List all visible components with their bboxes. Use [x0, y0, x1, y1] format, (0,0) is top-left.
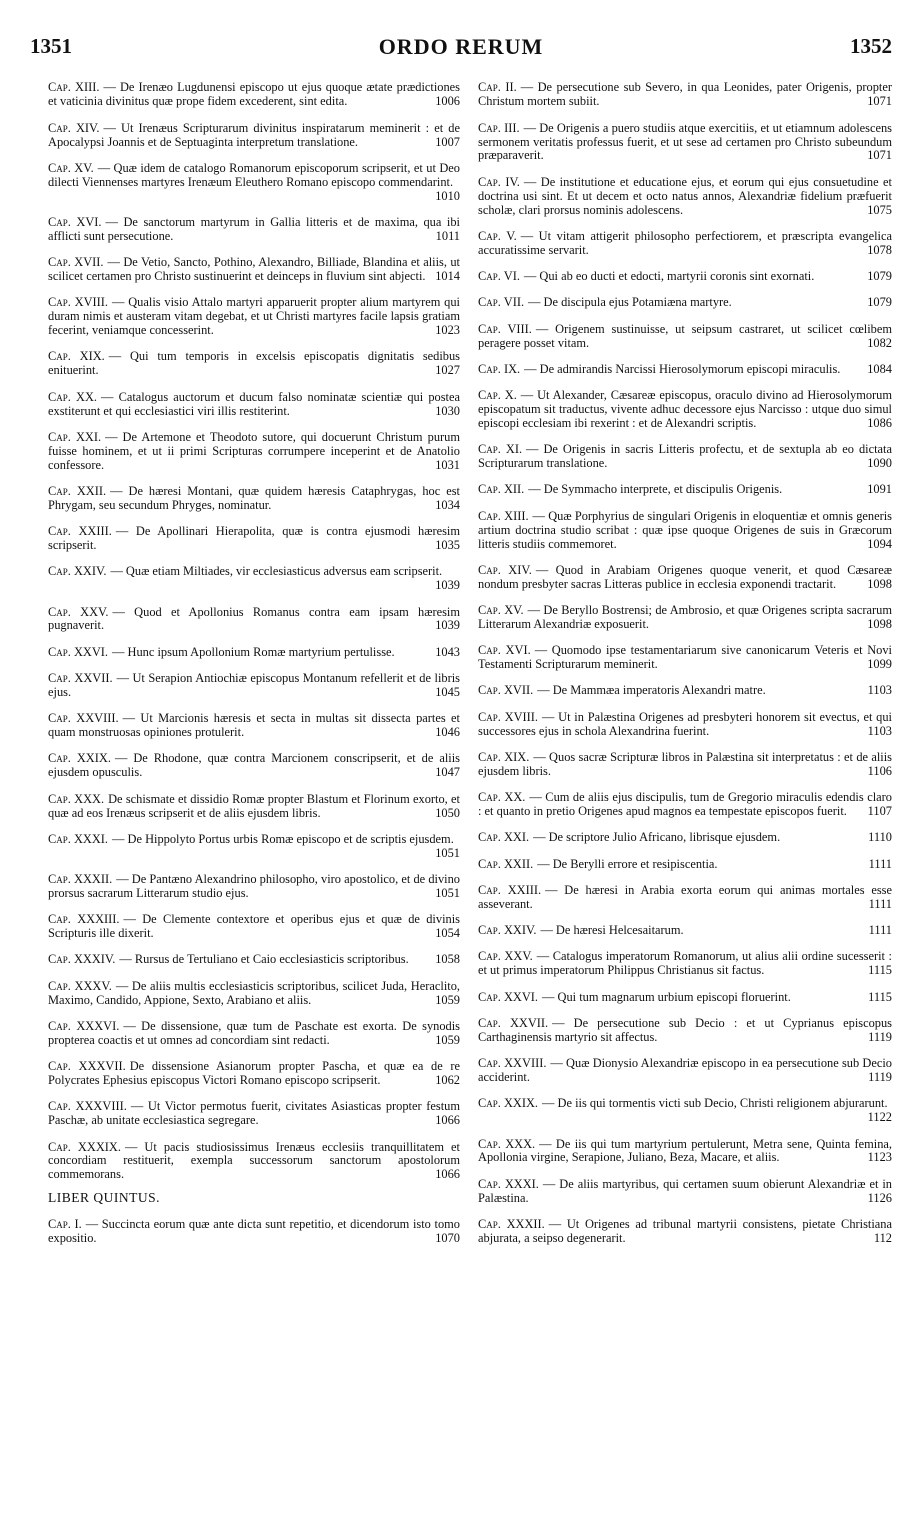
page-reference: 1027 [435, 363, 460, 378]
chapter-number: Cap. XXXVIII. [48, 1099, 127, 1114]
toc-entry [478, 81, 892, 109]
toc-entry [478, 176, 892, 218]
chapter-title: — De Beryllo Bostrensi; de Ambrosio, et quæ Origenes scripta sacrarum Litterarum Alexandriæ exposuerit. [478, 603, 892, 631]
chapter-number: Cap. XXXV. [48, 978, 112, 993]
chapter-number: Cap. IV. [478, 174, 520, 189]
toc-entry [478, 363, 892, 377]
chapter-number: Cap. XXII. [478, 856, 534, 871]
chapter-title: — Qui tum magnarum urbium episcopi floruerint. [542, 989, 791, 1004]
chapter-title: — De persecutione sub Severo, in qua Leonides, pater Origenis, propter Christum mortem subiit. [478, 80, 892, 109]
chapter-number: Cap. XXIV. [48, 564, 107, 579]
chapter-number: Cap. XXI. [478, 830, 530, 845]
chapter-title: — Ut Marcionis hæresis et secta in multas sit dissecta partes et quam monstruosas opiniones protulerit. [48, 711, 460, 740]
page-reference: 1079 [867, 295, 892, 310]
chapter-title: — De Rhodone, quæ contra Marcionem conscripserit, et de aliis ejusdem opusculis. [48, 751, 460, 780]
chapter-number: Cap. XI. [478, 442, 523, 457]
chapter-number: Cap. VI. [478, 269, 520, 284]
chapter-title: — Ut pacis studiosissimus Irenæus ecclesiis tranquillitatem et concordiam restituerit, exempla successorum sanctorum apostolorum commemorans. [48, 1139, 461, 1182]
chapter-number: Cap. I. [48, 1216, 82, 1231]
chapter-title: — Catalogus imperatorum Romanorum, ut alius alii ordine sucesserit : et ut primus imperatorum Philippus Christianus sit factus. [478, 949, 892, 978]
chapter-title: — De Berylli errore et resipiscentia. [537, 856, 718, 871]
toc-entry [478, 924, 892, 938]
chapter-title: — Ut Origenes ad tribunal martyrii consistens, pietate Christiana abjurata, a seipso degenerarit. [478, 1216, 892, 1245]
toc-entry [478, 1138, 892, 1166]
chapter-title: — De sanctorum martyrum in Gallia litteris et de maxima, qua ibi afflicti sunt persecutione. [48, 214, 460, 243]
chapter-number: Cap. XXV. [48, 604, 109, 619]
chapter-title: — Ut vitam attigerit philosopho perfectiorem, et præscripta evangelica accuratissime servarit. [478, 228, 892, 257]
toc-entry [48, 162, 460, 204]
left-after-list [48, 1218, 460, 1246]
page-reference: 1086 [867, 415, 892, 430]
page-reference: 1062 [435, 1073, 460, 1088]
toc-entry [478, 1017, 892, 1045]
toc-entry [48, 350, 460, 378]
chapter-number: Cap. XIV. [48, 120, 100, 135]
page-reference: 1054 [435, 926, 460, 941]
page-reference: 1111 [868, 856, 892, 871]
toc-entry [478, 1097, 892, 1125]
chapter-number: Cap. VIII. [478, 321, 532, 336]
toc-entry [478, 1057, 892, 1085]
toc-entry [478, 711, 892, 739]
chapter-title: — De hæresi in Arabia exorta eorum qui animas mortales esse asseverant. [478, 882, 892, 911]
chapter-number: Cap. XX. [478, 790, 526, 805]
chapter-number: Cap. XV. [48, 160, 94, 175]
toc-entry [48, 565, 460, 593]
toc-entry [48, 672, 460, 700]
chapter-number: Cap. XXX. [48, 791, 105, 806]
page-reference: 112 [873, 1230, 892, 1245]
page-reference: 1066 [435, 1167, 460, 1182]
toc-entry [48, 793, 460, 821]
chapter-title: — De Vetio, Sancto, Pothino, Alexandro, Billiade, Blandina et aliis, ut scilicet certamen pro Christo sustinuerint et deinceps in fluvium sint abjecti. [48, 255, 461, 284]
chapter-number: Cap. XVII. [478, 683, 534, 698]
toc-entry [48, 216, 460, 244]
page-reference: 1035 [435, 538, 460, 553]
toc-entry [478, 858, 892, 872]
page-reference: 1075 [867, 202, 892, 217]
chapter-title: — De Mammæa imperatoris Alexandri matre. [537, 683, 766, 698]
toc-entry [48, 1020, 460, 1048]
toc-entry [478, 684, 892, 698]
toc-entry [48, 606, 460, 634]
book-heading: LIBER QUINTUS. [48, 1190, 160, 1206]
chapter-title: — Hunc ipsum Apollonium Romæ martyrium pertulisse. [112, 644, 395, 659]
page-reference: 1070 [435, 1230, 460, 1245]
toc-entry [48, 980, 460, 1008]
chapter-number: Cap. IX. [478, 361, 521, 376]
toc-entry [48, 525, 460, 553]
chapter-title: — Quod et Apollonius Romanus contra eam ipsam hæresim pugnaverit. [48, 604, 461, 633]
chapter-number: Cap. XXVIII. [48, 711, 119, 726]
chapter-number: Cap. XXV. [478, 949, 533, 964]
right-entry-list [478, 81, 892, 1245]
chapter-number: Cap. XIII. [48, 80, 100, 95]
page-reference: 1099 [867, 657, 892, 672]
toc-entry [48, 873, 460, 901]
page-reference: 1103 [867, 683, 892, 698]
chapter-number: Cap. XXVII. [478, 1015, 549, 1030]
page-reference: 1119 [868, 1070, 892, 1085]
chapter-title: — Quæ idem de catalogo Romanorum episcoporum scripserit, et ut Deo dilecti Viennenses martyres Irenæum Eleuthero Romano episcopo commendarint. [48, 160, 460, 189]
page-reference: 1030 [435, 403, 460, 418]
chapter-number: Cap. VII. [478, 295, 525, 310]
chapter-number: Cap. XXIII. [478, 882, 542, 897]
chapter-title: — De Pantæno Alexandrino philosopho, viro apostolico, et de divino prorsus sacrarum Litterarum studio ejus. [48, 872, 460, 900]
chapter-title: — De Origenis in sacris Litteris profectu, et de sextupla ab eo dictata Scripturarum translatione. [478, 442, 892, 471]
toc-entry [478, 270, 892, 284]
chapter-number: Cap. XXIX. [48, 751, 111, 766]
page-reference: 1071 [867, 94, 892, 109]
chapter-number: Cap. XVIII. [478, 709, 538, 724]
chapter-number: Cap. XVI. [478, 643, 531, 658]
chapter-title: — Rursus de Tertuliano et Caio ecclesiasticis scriptoribus. [119, 952, 409, 967]
chapter-number: Cap. XXII. [48, 483, 107, 498]
toc-entry [48, 1060, 460, 1088]
toc-entry [478, 1218, 892, 1246]
chapter-title: — Quæ Porphyrius de singulari Origenis in eloquentiæ et omnis generis artium doctrina studio scribat : quæ ipse quoque Origenes de suis in Græcorum litteris studiis commemoret. [478, 508, 892, 551]
chapter-title: — De institutione et educatione ejus, et eorum qui ejus consuetudine et doctrina usi sint. Et ut decem et octo natus annos, Alexandriæ fidelium præfuerit scholæ, clari prorsus nominis adolescens. [478, 174, 892, 217]
chapter-title: — Ut Irenæus Scripturarum divinitus inspiratarum meminerit : et de Apocalypsi Joannis et de Septuaginta interpretum translatione. [48, 120, 460, 149]
left-page-number: 1351 [30, 34, 72, 58]
chapter-title: — De hæresi Helcesaitarum. [540, 923, 684, 938]
chapter-title: — Quomodo ipse testamentariarum sive canonicarum Veteris et Novi Testamenti Scripturarum meminerit. [478, 643, 892, 672]
chapter-number: Cap. XXVIII. [478, 1056, 547, 1071]
page-reference: 1115 [868, 963, 892, 978]
toc-entry [478, 443, 892, 471]
page-reference: 1110 [868, 830, 892, 845]
page-reference: 1126 [867, 1190, 892, 1205]
chapter-number: Cap. XX. [48, 389, 98, 404]
page-reference: 1071 [867, 148, 892, 163]
toc-entry [478, 122, 892, 164]
toc-entry [48, 953, 460, 967]
chapter-title: — De Symmacho interprete, et discipulis Origenis. [528, 482, 783, 497]
page-reference: 1079 [867, 269, 892, 284]
chapter-title: — De scriptore Julio Africano, librisque ejusdem. [533, 830, 781, 845]
page-reference: 1039 [435, 618, 460, 633]
toc-entry [48, 296, 460, 338]
page-reference: 1078 [867, 242, 892, 257]
page-reference: 1006 [435, 94, 460, 109]
chapter-title: — Quod in Arabiam Origenes quoque venerit, et quod Cæsareæ nondum presbyter sacras Litteras publice in ecclesia exponendi tractarit. [478, 562, 892, 591]
chapter-number: Cap. XXVI. [48, 644, 109, 659]
chapter-number: Cap. XIX. [478, 749, 530, 764]
page-reference: 1115 [868, 989, 892, 1004]
toc-entry [478, 604, 892, 632]
chapter-number: Cap. XV. [478, 603, 524, 618]
chapter-title: — Ut in Palæstina Origenes ad presbyteri honorem sit evectus, et qui successores ejus in schola Alexandrina fuerint. [478, 709, 892, 738]
toc-entry [478, 230, 892, 258]
chapter-number: Cap. XVIII. [48, 295, 109, 310]
toc-entry [478, 991, 892, 1005]
chapter-number: Cap. XXIX. [478, 1096, 539, 1111]
toc-entry [478, 510, 892, 552]
chapter-number: Cap. XXXI. [48, 831, 109, 846]
toc-entry [478, 323, 892, 351]
page-reference: 1011 [435, 228, 460, 243]
chapter-number: Cap. XXXIV. [48, 952, 116, 967]
toc-entry [48, 431, 460, 473]
page-reference: 1094 [867, 536, 892, 551]
toc-entry [48, 833, 460, 861]
toc-entry [478, 1178, 892, 1206]
page-reference: 1007 [435, 134, 460, 149]
toc-entry [48, 1141, 460, 1183]
chapter-number: Cap. XIV. [478, 562, 532, 577]
page-reference: 1034 [435, 497, 460, 512]
page-reference: 1107 [867, 804, 892, 819]
page-reference: 1123 [867, 1150, 892, 1165]
chapter-number: Cap. XIX. [48, 349, 105, 364]
page-reference: 1082 [867, 335, 892, 350]
page-reference: 1091 [867, 482, 892, 497]
chapter-title: — Succincta eorum quæ ante dicta sunt repetitio, et dicendorum isto tomo expositio. [48, 1216, 460, 1245]
chapter-title: — De iis qui tum martyrium pertulerunt, Metra sene, Quinta femina, Apollonia virgine, Serapione, Juliano, Beza, Macare, et aliis. [478, 1136, 892, 1165]
page-reference: 1046 [435, 725, 460, 740]
chapter-number: Cap. XXIV. [478, 923, 537, 938]
page-reference: 1031 [435, 457, 460, 472]
chapter-title: — De admirandis Narcissi Hierosolymorum episcopi miraculis. [524, 361, 841, 376]
page-reference: 1045 [435, 684, 460, 699]
toc-entry [478, 296, 892, 310]
toc-entry [48, 122, 460, 150]
page-reference: 1058 [435, 952, 460, 967]
toc-entry [478, 483, 892, 497]
toc-entry [48, 485, 460, 513]
chapter-number: Cap. XVI. [48, 214, 102, 229]
page-reference: 1014 [435, 269, 460, 284]
toc-entry [478, 884, 892, 912]
toc-entry [478, 831, 892, 845]
chapter-title: — Origenem sustinuisse, ut seipsum castraret, ut scilicet cœlibem peragere posset vitam. [478, 321, 892, 350]
chapter-title: De schismate et dissidio Romæ propter Blastum et Florinum exorto, et quæ ad eos Irenæus scripserit et de aliis ejusdem libris. [48, 791, 460, 820]
chapter-title: — De Apollinari Hierapolita, quæ is contra ejusmodi hæresim scripserit. [48, 524, 460, 553]
chapter-title: — De iis qui tormentis victi sub Decio, Christi religionem abjurarunt. [542, 1096, 888, 1111]
toc-entry [48, 256, 460, 284]
chapter-title: — Ut Serapion Antiochiæ episcopus Montanum refellerit et de libris ejus. [48, 671, 460, 699]
page-reference: 1043 [435, 644, 460, 659]
page-reference: 1039 [435, 578, 460, 593]
chapter-number: Cap. XXXIII. [48, 912, 120, 927]
page-reference: 1047 [435, 765, 460, 780]
chapter-number: Cap. XXVII. [48, 671, 113, 686]
page-reference: 1010 [435, 188, 460, 203]
page-reference: 1059 [435, 992, 460, 1007]
page-reference: 1051 [435, 845, 460, 860]
chapter-title: — Catalogus auctorum et ducum falso nominatæ scientiæ qui postea exstiterunt et qui ecclesiastici viri illis restiterint. [48, 389, 460, 418]
chapter-number: Cap. XXI. [48, 429, 102, 444]
chapter-number: Cap. XXXVI. [48, 1018, 120, 1033]
toc-entry [48, 81, 460, 109]
right-page-number: 1352 [850, 34, 892, 58]
chapter-number: Cap. III. [478, 120, 520, 135]
chapter-title: — Ut Alexander, Cæsareæ episcopus, oraculo divino ad Hierosolymorum episcopatum sit traductus, vivente adhuc decessore ejus Narcisso : utque duo simul episcopi ecclesiam ibi rexerint : et de Alexandri scriptis. [478, 388, 892, 430]
toc-entry [478, 751, 892, 779]
page-reference: 1103 [867, 723, 892, 738]
chapter-number: Cap. II. [478, 80, 517, 95]
chapter-number: Cap. XII. [478, 482, 525, 497]
chapter-number: Cap. XXVI. [478, 989, 539, 1004]
left-entry-list [48, 81, 460, 1182]
page-reference: 1090 [867, 456, 892, 471]
toc-entry [48, 1218, 460, 1246]
page-reference: 1122 [867, 1110, 892, 1125]
chapter-title: — De aliis martyribus, qui certamen suum obierunt Alexandriæ et in Palæstina. [478, 1176, 892, 1205]
chapter-number: Cap. XXXVII. [48, 1059, 126, 1074]
chapter-title: — De aliis multis ecclesiasticis scriptoribus, scilicet Juda, Heraclito, Maximo, Candido, Appione, Sexto, Arabiano et aliis. [48, 978, 460, 1007]
toc-entry [478, 389, 892, 431]
toc-entry [48, 391, 460, 419]
page-reference: 1084 [867, 361, 892, 376]
chapter-title: — De discipula ejus Potamiæna martyre. [528, 295, 732, 310]
chapter-number: Cap. XXXII. [48, 872, 113, 887]
toc-entry [48, 1100, 460, 1128]
chapter-title: De dissensione Asianorum propter Pascha, et quæ ea de re Polycrates Ephesius episcopus Victori Romano episcopo scripserit. [48, 1059, 461, 1088]
toc-entry [478, 950, 892, 978]
toc-entry [48, 913, 460, 941]
chapter-title: — Qui tum temporis in excelsis episcopatis dignitatis sedibus enituerint. [48, 349, 460, 378]
page-reference: 1050 [435, 805, 460, 820]
chapter-title: — Cum de aliis ejus discipulis, tum de Gregorio miraculis edendis claro : et quanto in pretio Origenes apud magnos ea tempestate episcopos fuerit. [478, 790, 892, 819]
toc-entry [478, 564, 892, 592]
page-reference: 1059 [435, 1032, 460, 1047]
toc-entry [478, 791, 892, 819]
chapter-number: Cap. XXX. [478, 1136, 536, 1151]
page-reference: 1111 [868, 923, 892, 938]
chapter-number: Cap. XXXII. [478, 1216, 545, 1231]
chapter-title: — De Hippolyto Portus urbis Romæ episcopo et de scriptis ejusdem. [112, 831, 454, 846]
chapter-title: — De Artemone et Theodoto sutore, qui docuerunt Christum purum fuisse hominem, et ut ii primi Scripturas corrumpere inceperint et de Anatolio confessore. [48, 429, 460, 472]
left-column [48, 69, 460, 1250]
chapter-title: — Qualis visio Attalo martyri apparuerit propter alium martyrem qui duram nimis et austeram vitam degebat, et ut Christi martyres facile lapsis gratiam fecerint, veniamque concesserint. [48, 295, 460, 338]
chapter-title: — De dissensione, quæ tum de Paschate est exorta. De synodis propterea coactis et ut omnes ad concordiam sint redacti. [48, 1018, 461, 1047]
chapter-number: Cap. X. [478, 388, 517, 403]
toc-entry [478, 644, 892, 672]
chapter-number: Cap. XXXIX. [48, 1139, 121, 1154]
page-reference: 1119 [868, 1029, 892, 1044]
chapter-number: Cap. XXIII. [48, 524, 112, 539]
chapter-title: — Quæ Dionysio Alexandriæ episcopo in ea persecutione sub Decio acciderint. [478, 1056, 892, 1085]
toc-entry [48, 752, 460, 780]
running-title: ORDO RERUM [378, 34, 544, 59]
chapter-title: — De hæresi Montani, quæ quidem hæresis Cataphrygas, hoc est Phrygam, seu secundum Phryges, nominatur. [48, 483, 460, 512]
page-reference: 1051 [435, 885, 460, 900]
chapter-number: Cap. V. [478, 228, 517, 243]
chapter-title: — De Clemente contextore et operibus ejus et quæ de divinis Scripturis ille dixerit. [48, 912, 460, 941]
chapter-title: — Quæ etiam Miltiades, vir ecclesiasticus adversus eam scripserit. [110, 564, 443, 579]
page-reference: 1023 [435, 323, 460, 338]
chapter-title: — Ut Victor permotus fuerit, civitates Asiasticas propter festum Paschæ, ab unitate ecclesiastica segregare. [48, 1099, 461, 1128]
page-reference: 1106 [867, 763, 892, 778]
toc-entry [48, 646, 460, 660]
chapter-number: Cap. XXXI. [478, 1176, 539, 1191]
chapter-title: — De persecutione sub Decio : et ut Cyprianus episcopus Carthaginensis martyrio sit affectus. [478, 1015, 892, 1044]
right-column [478, 69, 892, 1251]
page-reference: 1111 [868, 896, 892, 911]
page-reference: 1066 [435, 1113, 460, 1128]
page-header [30, 34, 892, 60]
page-reference: 1098 [867, 576, 892, 591]
chapter-title: — Qui ab eo ducti et edocti, martyrii coronis sint exornati. [523, 269, 815, 284]
chapter-number: Cap. XVII. [48, 255, 104, 270]
chapter-title: — De Irenæo Lugdunensi episcopo ut ejus quoque ætate prædictiones et vaticinia divinitus quæ prope fidem excederent, sint edita. [48, 80, 461, 109]
chapter-title: — Quos sacræ Scripturæ libros in Palæstina sit interpretatus : et de aliis ejusdem libris. [478, 749, 892, 778]
toc-entry [48, 712, 460, 740]
chapter-number: Cap. XIII. [478, 508, 529, 523]
chapter-title: — De Origenis a puero studiis atque exercitiis, et ut etiamnum adolescens sermonem veritatis professus fuerit, et ut sese ad certamen pro Christo subeundum præparaverit. [478, 120, 892, 163]
page-reference: 1098 [867, 616, 892, 631]
